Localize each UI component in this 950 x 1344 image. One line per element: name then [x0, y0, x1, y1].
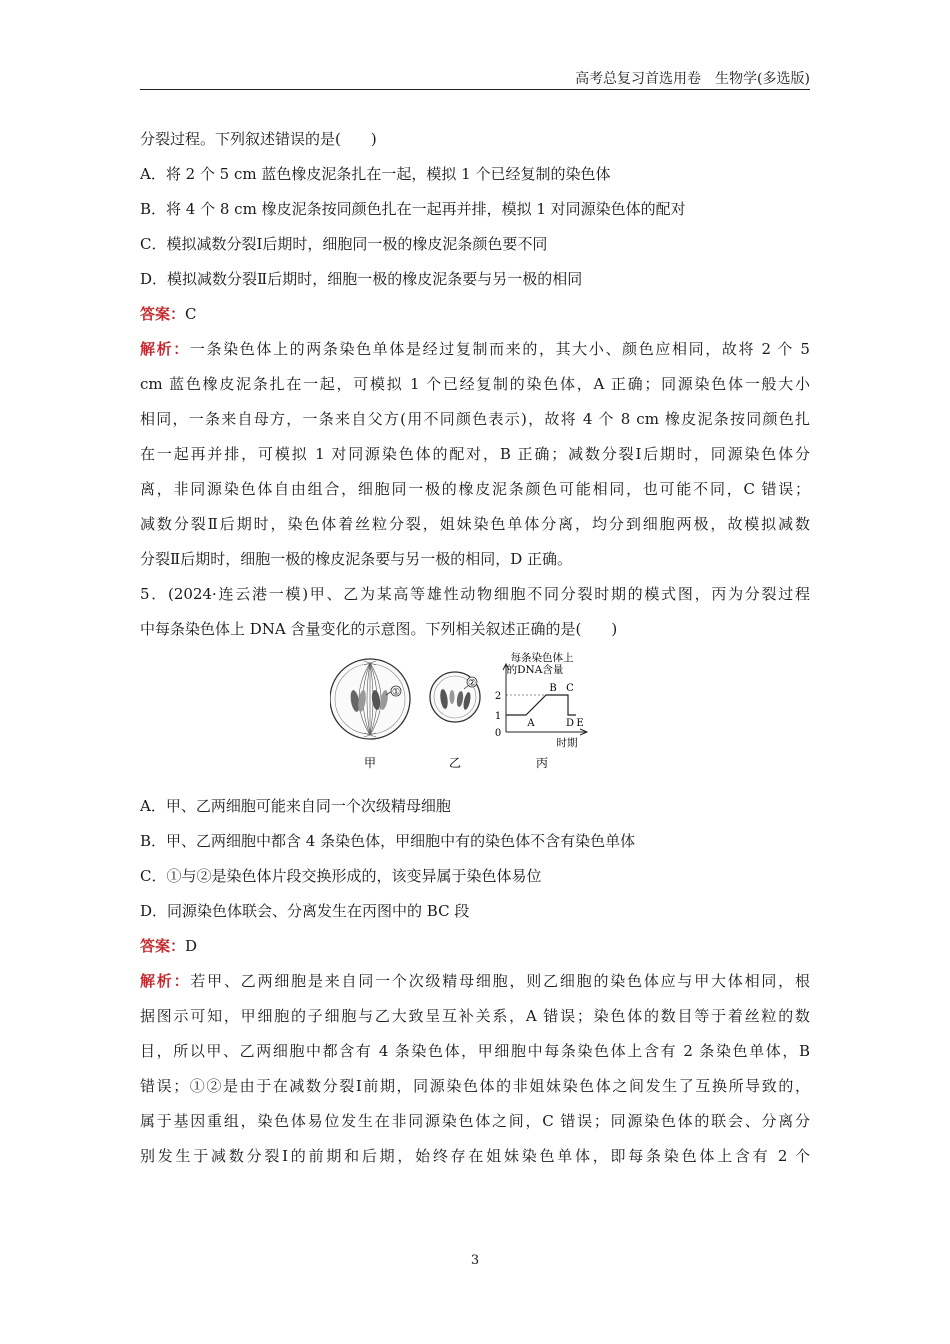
graph-xlabel: 时期 [556, 737, 578, 749]
q5-analysis-line: 属于基因重组，染色体易位发生在非同源染色体之间，C 错误；同源染色体的联会、分离分 [140, 1112, 810, 1130]
q4-answer-value: C [185, 305, 197, 323]
q5-option-b: B．甲、乙两细胞中都含 4 条染色体，甲细胞中有的染色体不含有染色单体 [140, 832, 636, 850]
header-rule [140, 89, 810, 90]
q4-analysis-line: 离，非同源染色体自由组合，细胞同一极的橡皮泥条颜色可能相同，也可能不同，C 错误； [140, 480, 810, 498]
graph-ylabel: 每条染色体上 [510, 652, 574, 664]
caption-bing: 丙 [535, 756, 549, 770]
page-number: 3 [470, 1253, 480, 1268]
q4-analysis-line: 分裂Ⅱ后期时，细胞一极的橡皮泥条要与另一极的相同，D 正确。 [140, 550, 572, 568]
q4-answer [140, 297, 810, 332]
q5-analysis-label: 解析： [140, 972, 191, 990]
cell-division-figure [330, 651, 630, 779]
dna-curve [506, 695, 576, 715]
q4-analysis-line: 减数分裂Ⅱ后期时，染色体着丝粒分裂，姐妹染色单体分离，均分到细胞两极，故模拟减数 [140, 515, 810, 533]
y-tick: 0 [494, 728, 502, 739]
caption-yi: 乙 [448, 756, 462, 770]
q5-answer [140, 929, 810, 964]
y-tick: 1 [494, 711, 502, 722]
cell-yi [430, 672, 480, 722]
q5-stem-line: 5．(2024·连云港一模)甲、乙为某高等雄性动物细胞不同分裂时期的模式图，丙为分裂过程 [140, 585, 810, 603]
caption-jia: 甲 [363, 756, 377, 770]
q5-option-d: D．同源染色体联会、分离发生在丙图中的 BC 段 [140, 902, 470, 920]
dna-content-graph [495, 651, 587, 749]
q4-option-c: C．模拟减数分裂Ⅰ后期时，细胞同一极的橡皮泥条颜色要不同 [140, 235, 548, 253]
q4-analysis-label: 解析： [140, 340, 190, 358]
q5-analysis-line: 目，所以甲、乙两细胞中都含有 4 条染色体，甲细胞中每条染色体上含有 2 条染色单体，B [140, 1042, 810, 1060]
q4-analysis-line [140, 332, 810, 367]
point-label: C [566, 683, 574, 694]
q4-option-d: D．模拟减数分裂Ⅱ后期时，细胞一极的橡皮泥条要与另一极的相同 [140, 270, 583, 288]
page-content [140, 122, 810, 1174]
q5-analysis-line: 别发生于减数分裂Ⅰ的前期和后期，始终存在姐妹染色单体，即每条染色体上含有 2 个 [140, 1147, 810, 1165]
q4-analysis-line: 在一起再并排，可模拟 1 对同源染色体的配对，B 正确；减数分裂Ⅰ后期时，同源染色体分 [140, 445, 810, 463]
q5-answer-value: D [185, 937, 198, 955]
q4-analysis-line: 相同，一条来自母方，一条来自父方(用不同颜色表示)，故将 4 个 8 cm 橡皮泥条按同颜色扎 [140, 410, 810, 428]
point-label: D [565, 718, 575, 729]
y-tick: 2 [494, 691, 502, 702]
graph-ylabel: 的DNA含量 [506, 664, 564, 676]
cell-jia [330, 659, 410, 739]
q5-stem-line: 中每条染色体上 DNA 含量变化的示意图。下列相关叙述正确的是( ) [140, 620, 618, 638]
q5-figure [140, 651, 810, 779]
point-label: A [527, 718, 535, 729]
point-label: E [576, 718, 584, 729]
marker-2: ② [467, 678, 477, 689]
q5-analysis-line: 据图示可知，甲细胞的子细胞与乙大致呈互补关系，A 错误；染色体的数目等于着丝粒的数 [140, 1007, 810, 1025]
marker-1: ① [391, 687, 401, 698]
running-header: 高考总复习首选用卷 生物学(多选版) [575, 71, 810, 87]
q4-stem: 分裂过程。下列叙述错误的是( ) [140, 130, 377, 148]
point-label: B [549, 683, 557, 694]
q5-answer-label: 答案： [140, 937, 186, 955]
q4-analysis-line: cm 蓝色橡皮泥条扎在一起，可模拟 1 个已经复制的染色体，A 正确；同源染色体一般大小 [140, 375, 810, 393]
q4-option-a: A．将 2 个 5 cm 蓝色橡皮泥条扎在一起，模拟 1 个已经复制的染色体 [140, 165, 611, 183]
q5-option-c: C．①与②是染色体片段交换形成的，该变异属于染色体易位 [140, 867, 542, 885]
q4-answer-label: 答案： [140, 305, 186, 323]
q5-analysis-line: 错误；①②是由于在减数分裂Ⅰ前期，同源染色体的非姐妹染色体之间发生了互换所导致的， [140, 1077, 810, 1095]
q5-analysis-text: 若甲、乙两细胞是来自同一个次级精母细胞，则乙细胞的染色体应与甲大体相同，根 [190, 972, 810, 990]
q4-option-b: B．将 4 个 8 cm 橡皮泥条按同颜色扎在一起再并排，模拟 1 对同源染色体的配对 [140, 200, 686, 218]
q4-analysis-text: 一条染色体上的两条染色单体是经过复制而来的，其大小、颜色应相同，故将 2 个 5 [189, 340, 810, 358]
q5-analysis-line [140, 964, 810, 999]
q5-option-a: A．甲、乙两细胞可能来自同一个次级精母细胞 [140, 797, 451, 815]
